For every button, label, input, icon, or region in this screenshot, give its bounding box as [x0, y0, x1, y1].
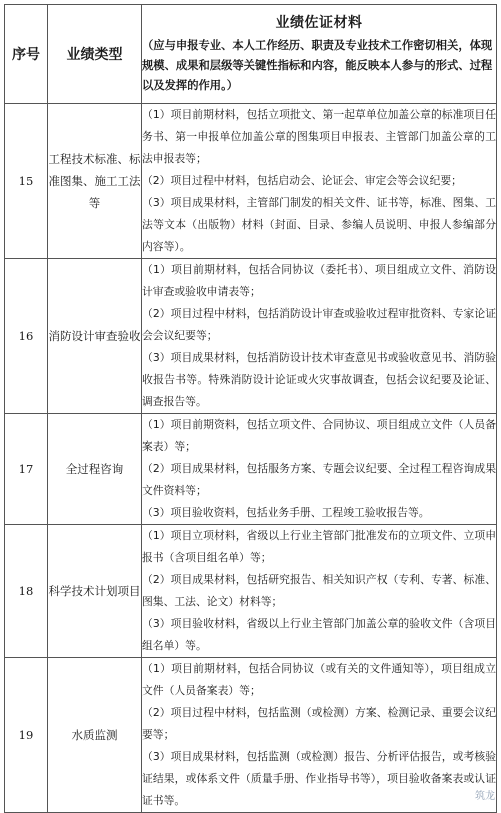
- row-num: 16: [5, 259, 48, 414]
- table-row: [5, 259, 497, 414]
- material-item: （3）项目验收材料，省级以上行业主管部门加盖公章的验收文件（含项目组名单）等。: [142, 617, 496, 652]
- material-item: （1）项目立项材料，省级以上行业主管部门批准发布的立项文件、立项申报书（含项目组名单）等；: [142, 529, 496, 564]
- material-item: （1）项目前期材料，包括合同协议（或有关的文件通知等），项目组成立文件（人员备案表）等；: [142, 662, 496, 697]
- table-header-row: [5, 5, 497, 104]
- material-item: （1）项目前期材料，包括立项批文、第一起草单位加盖公章的标准项目任务书、第一申报单位加盖公章的图集项目申报表、主管部门加盖公章的工法申报表等；: [142, 108, 496, 165]
- material-item: （3）项目验收资料，包括业务手册、工程竣工验收报告等。: [142, 506, 430, 519]
- row-type: 工程技术标准、标准图集、施工工法等: [48, 104, 142, 259]
- row-num: 17: [5, 414, 48, 525]
- header-material: [142, 5, 497, 104]
- header-material-subtitle: （应与申报专业、本人工作经历、职责及专业技术工作密切相关，体现规模、成果和层级等关键性指标和内容，能反映本人参与的形式、过程以及发挥的作用。）: [142, 39, 493, 92]
- performance-evidence-table: [4, 4, 497, 813]
- row-num: 15: [5, 104, 48, 259]
- material-item: （1）项目前期材料，包括合同协议（委托书）、项目组成立文件、消防设计审查或验收申请表等；: [142, 263, 496, 298]
- row-materials: [142, 259, 497, 414]
- row-type: 水质监测: [48, 658, 142, 813]
- row-num: 18: [5, 525, 48, 658]
- table-row: [5, 414, 497, 525]
- header-type: 业绩类型: [48, 5, 142, 104]
- material-item: （2）项目成果材料，包括研究报告、相关知识产权（专利、专著、标准、图集、工法、论文）材料等；: [142, 573, 496, 608]
- row-type: 全过程咨询: [48, 414, 142, 525]
- header-num: 序号: [5, 5, 48, 104]
- watermark: 筑龙: [475, 791, 495, 802]
- table-row: [5, 525, 497, 658]
- row-materials: [142, 104, 497, 259]
- row-materials: [142, 658, 497, 813]
- row-type: 科学技术计划项目: [48, 525, 142, 658]
- row-num: 19: [5, 658, 48, 813]
- material-item: （2）项目过程中材料，包括监测（或检测）方案、检测记录、重要会议纪要等；: [142, 706, 496, 741]
- material-item: （3）项目成果材料，主管部门制发的相关文件、证书等，标准、图集、工法等文本（出版物）材料（封面、目录、参编人员说明、申报人参编部分内容等）。: [142, 196, 496, 253]
- row-materials: [142, 414, 497, 525]
- material-item: （2）项目成果材料，包括服务方案、专题会议纪要、全过程工程咨询成果文件资料等；: [142, 462, 496, 497]
- material-item: （3）项目成果材料，包括消防设计技术审查意见书或验收意见书、消防验收报告书等。特殊消防设计论证或火灾事故调查，包括会议纪要及论证、调查报告等。: [142, 351, 496, 408]
- table-row: [5, 104, 497, 259]
- material-item: （2）项目过程中材料，包括启动会、论证会、审定会等会议纪要；: [142, 174, 462, 187]
- material-item: （2）项目过程中材料，包括消防设计审查或验收过程审批资料、专家论证会会议纪要等；: [142, 307, 496, 342]
- material-item: （3）项目成果材料，包括监测（或检测）报告、分析评估报告，或考核验证结果，或体系文件（质量手册、作业指导书等），项目验收备案表或认证证书等。: [142, 750, 496, 807]
- row-type: 消防设计审查验收: [48, 259, 142, 414]
- row-materials: [142, 525, 497, 658]
- material-item: （1）项目前期资料，包括立项文件、合同协议、项目组成立文件（人员备案表）等；: [142, 418, 496, 453]
- table-row: [5, 658, 497, 813]
- header-material-title: 业绩佐证材料: [275, 15, 363, 31]
